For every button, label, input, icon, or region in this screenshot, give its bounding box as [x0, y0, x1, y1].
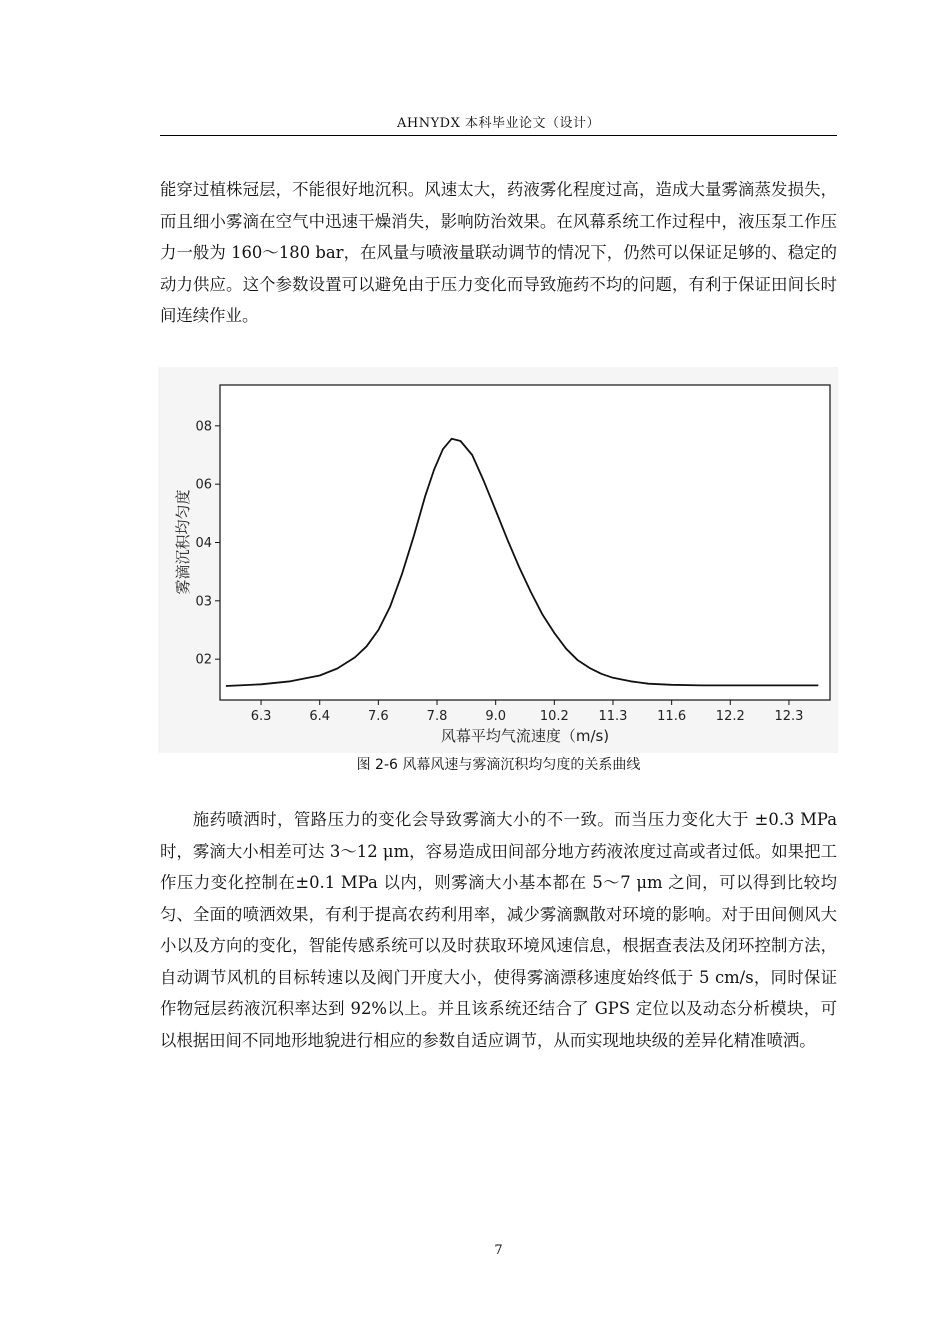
x-tick-label: 7.6	[368, 709, 389, 724]
x-tick-label: 6.4	[309, 709, 331, 724]
x-tick-label: 11.6	[657, 709, 687, 724]
x-tick-label: 9.0	[485, 709, 507, 724]
y-tick-label: 04	[195, 536, 212, 551]
x-axis-ticks	[251, 700, 804, 724]
paragraph-2: 施药喷洒时，管路压力的变化会导致雾滴大小的不一致。而当压力变化大于 ±0.3 MPa 时，雾滴大小相差可达 3～12 μm，容易造成田间部分地方药液浓度过高或者过低。如果把工作压力变化控制在±0.1 MPa 以内，则雾滴大小基本都在 5～7 μm 之间，可以得到比较均匀、全面的喷洒效果，有利于提高农药利用率，减少雾滴飘散对环境的影响。对于田间侧风大小以及方向的变化，智能传感系统可以及时获取环境风速信息，根据查表法及闭环控制方法，自动调节风机的目标转速以及阀门开度大小，使得雾滴漂移速度始终低于 5 cm/s，同时保证作物冠层药液沉积率达到 92%以上。并且该系统还结合了 GPS 定位以及动态分析模块，可以根据田间不同地形地貌进行相应的参数自适应调节，从而实现地块级的差异化精准喷洒。	[160, 810, 837, 1050]
y-tick-label: 02	[195, 652, 212, 668]
line-chart	[158, 367, 838, 753]
figure-caption: 图 2-6 风幕风速与雾滴沉积均匀度的关系曲线	[356, 757, 641, 773]
plot-frame	[220, 385, 830, 700]
page-number: 7	[494, 1243, 503, 1258]
x-tick-label: 6.3	[250, 709, 272, 724]
x-tick-label: 12.3	[774, 709, 804, 724]
figure-2-6	[158, 367, 838, 753]
x-tick-label: 7.8	[426, 709, 448, 724]
y-tick-label: 06	[195, 477, 212, 493]
x-tick-label: 10.2	[539, 709, 569, 724]
y-tick-label: 03	[195, 594, 212, 610]
y-axis-ticks	[195, 419, 220, 667]
running-header: AHNYDX 本科毕业论文（设计）	[397, 116, 600, 131]
x-axis-title: 风幕平均气流速度（m/s)	[440, 727, 610, 745]
x-tick-label: 12.2	[715, 709, 745, 724]
header-rule	[160, 135, 837, 136]
y-tick-label: 08	[195, 419, 212, 435]
y-axis-title: 雾滴沉积均匀度	[174, 489, 192, 595]
paragraph-1: 能穿过植株冠层，不能很好地沉积。风速太大，药液雾化程度过高，造成大量雾滴蒸发损失，而且细小雾滴在空气中迅速干燥消失，影响防治效果。在风幕系统工作过程中，液压泵工作压力一般为 160～180 bar，在风量与喷液量联动调节的情况下，仍然可以保证足够的、稳定的动力供应。这个参数设置可以避免由于压力变化而导致施药不均的问题，有利于保证田间长时间连续作业。	[160, 180, 837, 325]
x-tick-label: 11.3	[598, 709, 628, 724]
